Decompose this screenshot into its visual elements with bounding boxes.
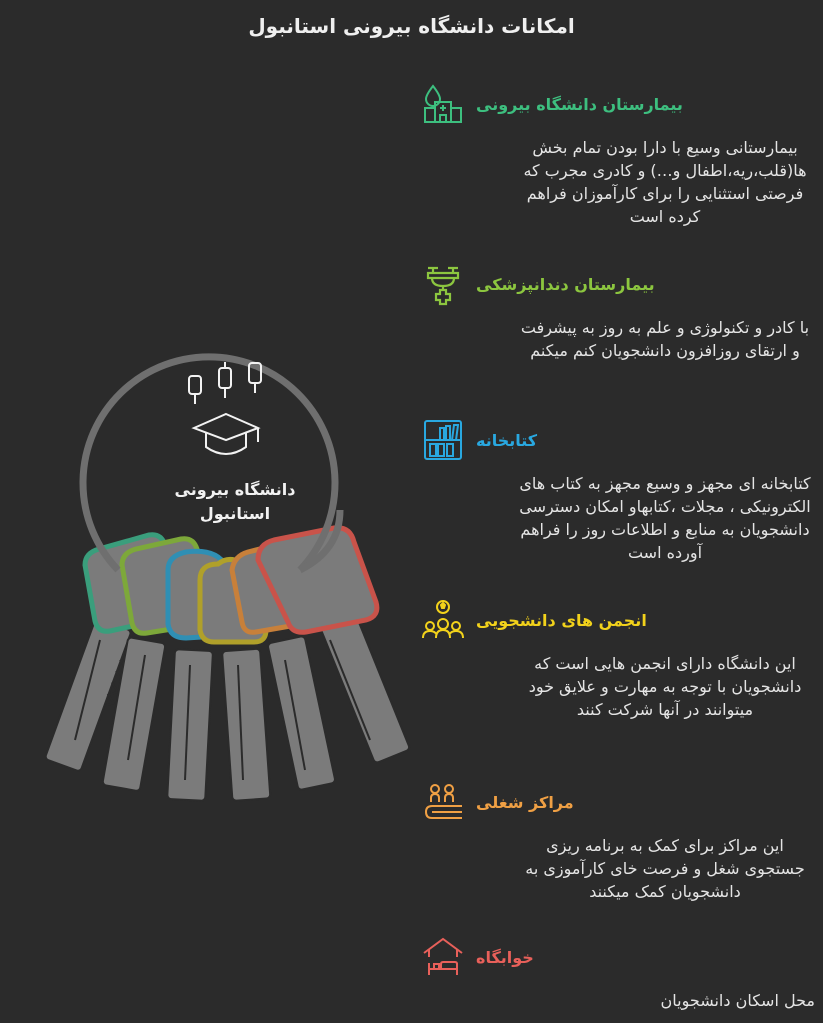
feature-description: با کادر و تکنولوژی و علم به روز به پیشرفت و ارتقای روزافزون دانشجویان کنم میکنم (520, 318, 810, 360)
medical-drone-icon (420, 262, 466, 306)
feature-career-centers (420, 780, 815, 903)
feature-dental-hospital (420, 262, 815, 362)
hub-label: دانشگاه بیرونی استانبول (174, 480, 296, 523)
feature-title: بیمارستان دانشگاه بیرونی (476, 94, 683, 114)
hospital-icon (420, 82, 466, 126)
feature-title: کتابخانه (476, 430, 538, 450)
bookshelf-icon (420, 418, 466, 462)
feature-dormitory (420, 935, 815, 1012)
feature-title: خوابگاه (476, 947, 534, 967)
dormitory-icon (420, 935, 466, 979)
feature-library (420, 418, 815, 564)
page-title: امکانات دانشگاه بیرونی استانبول (248, 14, 575, 38)
feature-description: کتابخانه ای مجهز و وسیع مجهز به کتاب های الکترونیکی ، مجلات ،کتابهاو امکان دسترسی دانشجویان به منابع و اطلاعات روز را فراهم آورده است (519, 474, 811, 562)
candlestick-icon (189, 362, 261, 404)
student-group-icon (420, 598, 466, 642)
feature-title: بیمارستان دندانپزشکی (476, 274, 655, 294)
feature-description: این دانشگاه دارای انجمن هایی است که دانشجویان با توجه به مهارت و علایق خود میتوانند در آنها شرکت کنند (528, 654, 802, 719)
career-center-icon (420, 780, 466, 824)
feature-hospital (420, 82, 815, 228)
feature-description: بیمارستانی وسیع با دارا بودن تمام بخش ها(قلب،ریه،اطفال و…) و کادری مجرب که فرصتی استثنایی را برای کارآموزان فراهم کرده است (523, 138, 807, 226)
feature-title: مراکز شغلی (476, 792, 574, 812)
graduation-cap-icon (194, 414, 258, 454)
feature-description: این مراکز برای کمک به برنامه ریزی جستجوی شغل و فرصت خای کارآموزی به دانشجویان کمک میکنند (525, 836, 805, 901)
feature-student-associations (420, 598, 815, 721)
feature-description: محل اسکان دانشجویان (660, 991, 815, 1010)
feature-title: انجمن های دانشجویی (476, 610, 647, 630)
